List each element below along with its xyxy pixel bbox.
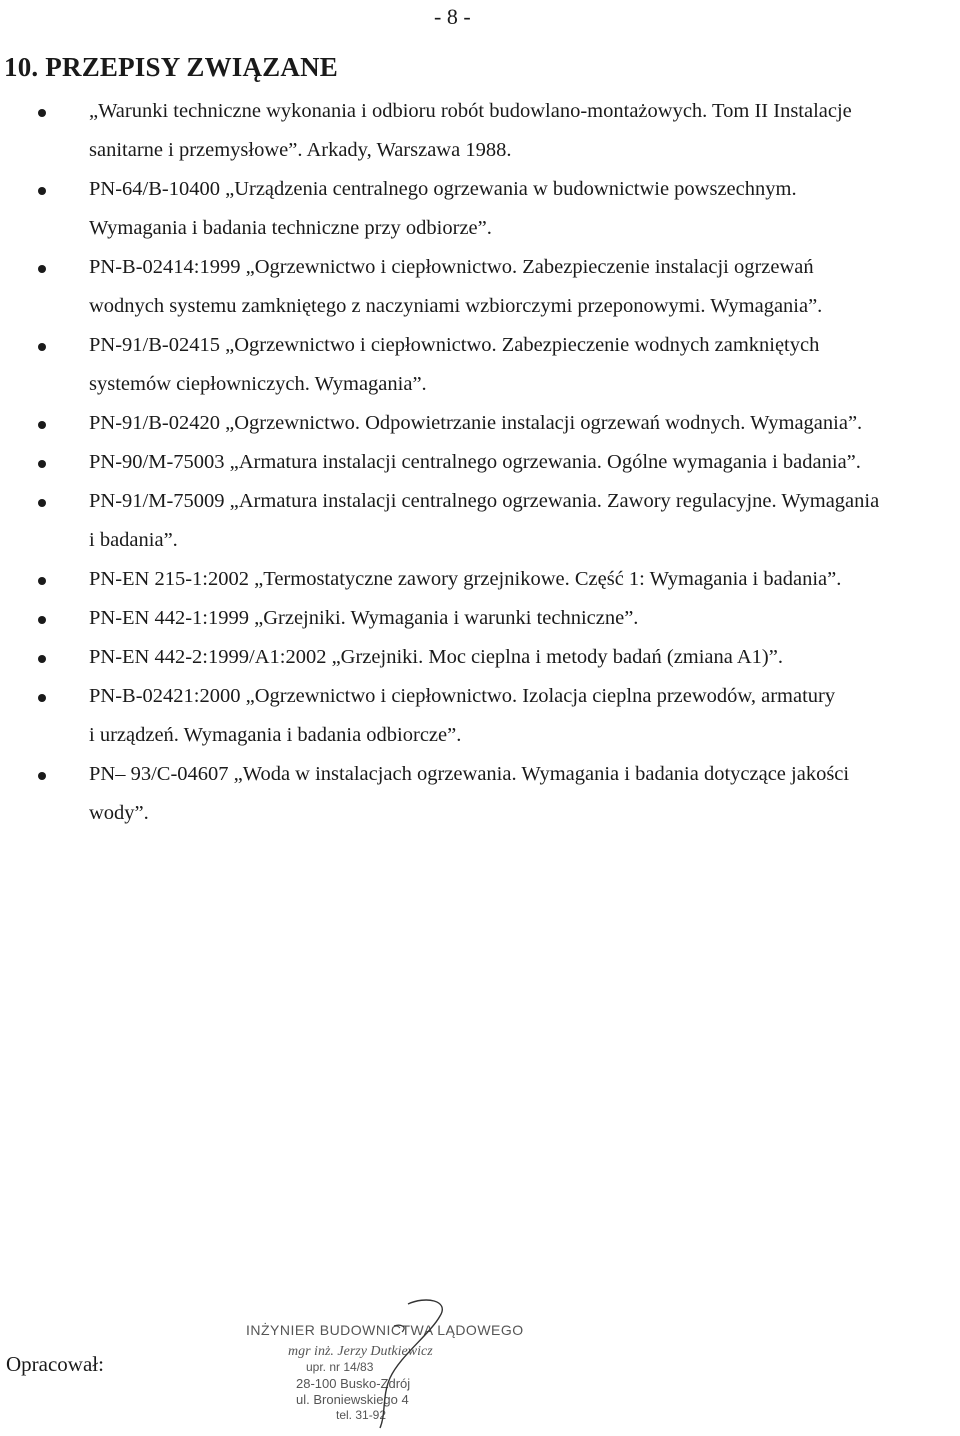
stamp-title: INŻYNIER BUDOWNICTWA LĄDOWEGO xyxy=(246,1322,524,1338)
reference-item xyxy=(0,677,960,755)
stamp-name: mgr inż. Jerzy Dutkiewicz xyxy=(288,1344,433,1359)
reference-text-line: PN-B-02421:2000 „Ogrzewnictwo i ciepłownictwo. Izolacja cieplna przewodów, armatury xyxy=(89,685,836,707)
page-number: - 8 - xyxy=(434,4,471,29)
reference-text-continuation: Wymagania i badania techniczne przy odbiorze”. xyxy=(89,217,492,239)
reference-text-continuation: i urządzeń. Wymagania i badania odbiorcze”. xyxy=(89,724,462,746)
reference-item xyxy=(0,482,960,560)
reference-text-line: PN– 93/C-04607 „Woda w instalacjach ogrzewania. Wymagania i badania dotyczące jakości xyxy=(89,763,850,785)
reference-item xyxy=(0,755,960,833)
stamp-city: 28-100 Busko-Zdrój xyxy=(296,1376,411,1391)
bullet-icon xyxy=(38,772,46,780)
reference-item xyxy=(0,599,960,638)
bullet-icon xyxy=(38,499,46,507)
reference-text-continuation: sanitarne i przemysłowe”. Arkady, Warszawa 1988. xyxy=(89,139,512,161)
reference-text-continuation: wodnych systemu zamkniętego z naczyniami wzbiorczymi przeponowymi. Wymagania”. xyxy=(89,295,823,317)
handwritten-signature xyxy=(290,1296,470,1431)
stamp-street: ul. Broniewskiego 4 xyxy=(296,1392,409,1407)
section-heading: 10. PRZEPISY ZWIĄZANE xyxy=(4,52,339,82)
bullet-icon xyxy=(38,616,46,624)
reference-text-continuation: systemów ciepłowniczych. Wymagania”. xyxy=(89,373,427,395)
reference-text-line: PN-91/B-02415 „Ogrzewnictwo i ciepłownictwo. Zabezpieczenie wodnych zamkniętych xyxy=(89,334,820,356)
reference-text-line: PN-B-02414:1999 „Ogrzewnictwo i ciepłownictwo. Zabezpieczenie instalacji ogrzewań xyxy=(89,256,814,278)
reference-text-line: PN-90/M-75003 „Armatura instalacji centralnego ogrzewania. Ogólne wymagania i badania”. xyxy=(89,451,861,473)
prepared-by-label: Opracował: xyxy=(6,1352,104,1376)
reference-item xyxy=(0,443,960,482)
bullet-icon xyxy=(38,109,46,117)
bullet-icon xyxy=(38,460,46,468)
reference-item xyxy=(0,170,960,248)
engineer-stamp xyxy=(230,1296,530,1431)
references-list xyxy=(0,92,960,833)
reference-item xyxy=(0,560,960,599)
bullet-icon xyxy=(38,265,46,273)
reference-item xyxy=(0,638,960,677)
reference-text-line: PN-EN 442-1:1999 „Grzejniki. Wymagania i warunki techniczne”. xyxy=(89,607,639,629)
reference-text-line: PN-EN 442-2:1999/A1:2002 „Grzejniki. Moc cieplna i metody badań (zmiana A1)”. xyxy=(89,646,783,668)
reference-text-continuation: i badania”. xyxy=(89,529,178,551)
reference-item xyxy=(0,404,960,443)
reference-text-line: PN-64/B-10400 „Urządzenia centralnego ogrzewania w budownictwie powszechnym. xyxy=(89,178,797,200)
bullet-icon xyxy=(38,577,46,585)
bullet-icon xyxy=(38,343,46,351)
reference-item xyxy=(0,248,960,326)
bullet-icon xyxy=(38,655,46,663)
reference-item xyxy=(0,92,960,170)
bullet-icon xyxy=(38,421,46,429)
stamp-license: upr. nr 14/83 xyxy=(306,1360,374,1374)
bullet-icon xyxy=(38,187,46,195)
reference-text-line: PN-EN 215-1:2002 „Termostatyczne zawory grzejnikowe. Część 1: Wymagania i badania”. xyxy=(89,568,842,590)
reference-text-continuation: wody”. xyxy=(89,802,149,824)
stamp-phone: tel. 31-92 xyxy=(336,1408,387,1422)
bullet-icon xyxy=(38,694,46,702)
reference-text-line: PN-91/B-02420 „Ogrzewnictwo. Odpowietrzanie instalacji ogrzewań wodnych. Wymagania”. xyxy=(89,412,863,434)
reference-text-line: PN-91/M-75009 „Armatura instalacji centralnego ogrzewania. Zawory regulacyjne. Wymagania xyxy=(89,490,880,512)
reference-text-line: „Warunki techniczne wykonania i odbioru robót budowlano-montażowych. Tom II Instalacje xyxy=(89,100,852,122)
reference-item xyxy=(0,326,960,404)
